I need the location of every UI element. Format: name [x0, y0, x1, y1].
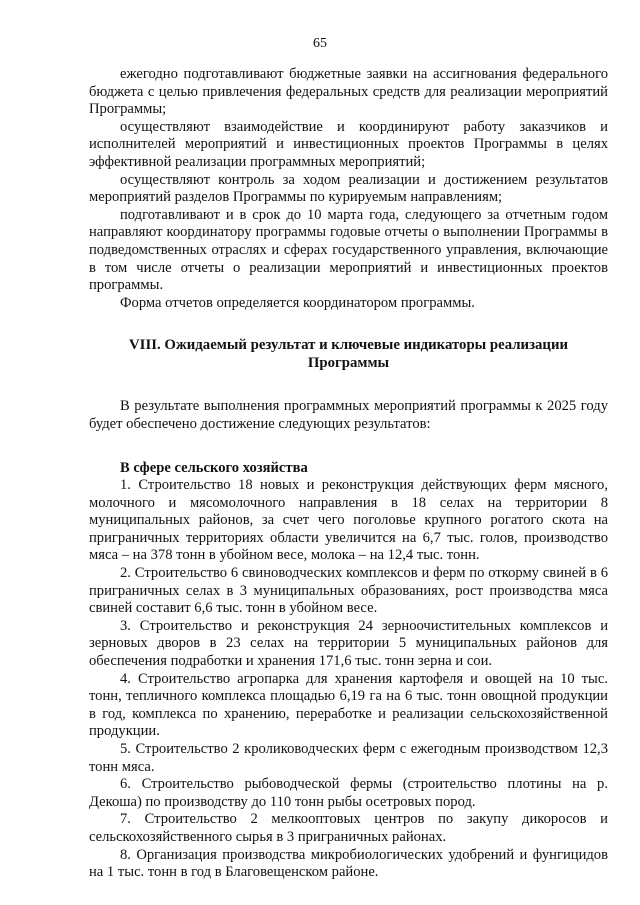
list-item: 3. Строительство и реконструкция 24 зерноочистительных комплексов и зерновых дворов в 23 селах на территории 5 муниципальных районов для обеспечения подработки и хранения 171,6 тыс. тонн зерна и сои.	[89, 617, 608, 670]
document-body	[89, 66, 608, 882]
paragraph: ежегодно подготавливают бюджетные заявки на ассигнования федерального бюджета с целью привлечения федеральных средств для реализации мероприятий Программы;	[89, 66, 608, 118]
list-item: 7. Строительство 2 мелкооптовых центров по закупу дикоросов и сельскохозяйственного сырья в 3 приграничных районах.	[89, 811, 608, 845]
paragraph: осуществляют контроль за ходом реализации и достижением результатов мероприятий разделов Программы по курируемым направлениям;	[89, 171, 608, 206]
page-number: 65	[313, 36, 327, 51]
list-item: 5. Строительство 2 кролиководческих ферм с ежегодным производством 12,3 тонн мяса.	[89, 741, 608, 775]
section-heading: VIII. Ожидаемый результат и ключевые индикаторы реализации Программы	[129, 337, 568, 372]
list-item: 1. Строительство 18 новых и реконструкция действующих ферм мясного, молочного и мясомолочного направления в 18 селах на территории 8 муниципальных районов, за счет чего поголовье крупного рогатого скота на приграничных территориях области увеличится на 6,7 тыс. голов, производство мяса – на 378 тонн в убойном весе, молока – на 12,4 тыс. тонн.	[89, 477, 608, 564]
subsection-heading: В сфере сельского хозяйства	[120, 459, 308, 476]
list-item: 4. Строительство агропарка для хранения картофеля и овощей на 10 тыс. тонн, тепличного комплекса площадью 6,19 га на 6 тыс. тонн овощной продукции в год, комплекса по хранению, переработке и реализации сельскохозяйственной продукции.	[89, 670, 608, 740]
list-item: 6. Строительство рыбоводческой фермы (строительство плотины на р. Декоша) по производству до 110 тонн рыбы осетровых пород.	[89, 776, 608, 810]
paragraph: подготавливают и в срок до 10 марта года, следующего за отчетным годом направляют координатору программы годовые отчеты о выполнении Программы в подведомственных отраслях и сферах государственного управления, включающие в том числе отчеты о реализации мероприятий и инвестиционных проектов программы.	[89, 206, 608, 294]
list-item: 8. Организация производства микробиологических удобрений и фунгицидов на 1 тыс. тонн в год в Благовещенском районе.	[89, 846, 608, 881]
paragraph: Форма отчетов определяется координатором программы.	[120, 294, 475, 311]
paragraph: осуществляют взаимодействие и координируют работу заказчиков и исполнителей мероприятий и инвестиционных проектов Программы в целях эффективной реализации программных мероприятий;	[89, 118, 608, 170]
list-item: 2. Строительство 6 свиноводческих комплексов и ферм по откорму свиней в 6 приграничных селах в 3 муниципальных образованиях, рост производства мяса свиней составит 6,6 тыс. тонн в убойном весе.	[89, 565, 608, 617]
intro-paragraph: В результате выполнения программных мероприятий программы к 2025 году будет обеспечено достижение следующих результатов:	[89, 398, 608, 432]
